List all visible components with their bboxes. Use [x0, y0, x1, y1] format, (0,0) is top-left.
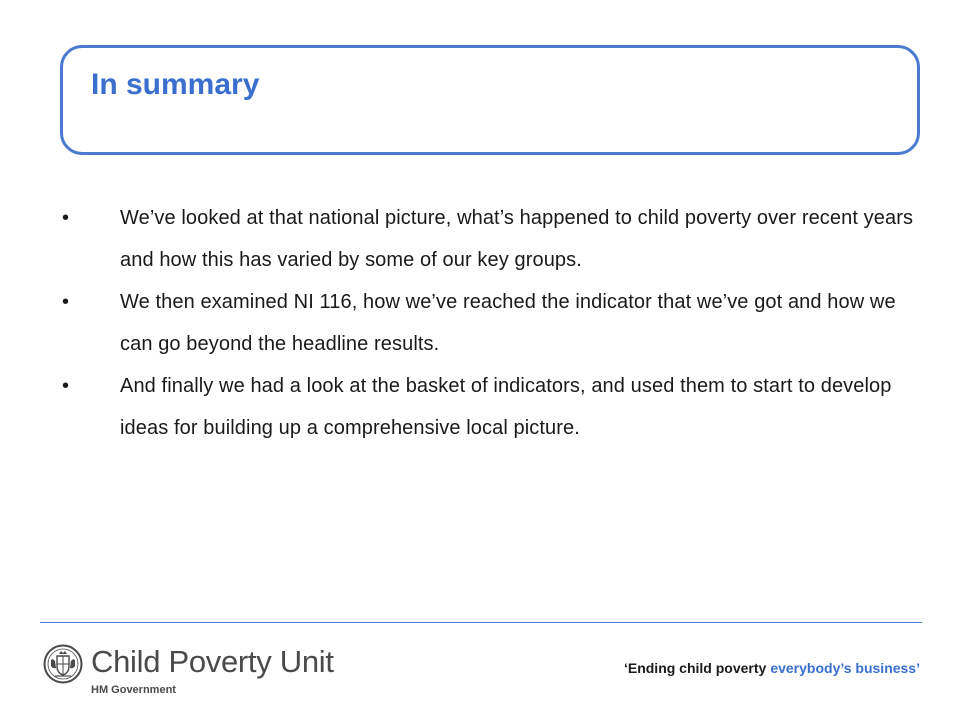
logo-subtitle: HM Government [91, 684, 176, 696]
child-poverty-unit-logo [43, 642, 363, 702]
bullet-text: We’ve looked at that national picture, what’s happened to child poverty over recent years and how this has varied by some of our key groups. [120, 207, 914, 271]
bullet-text: And finally we had a look at the basket of indicators, and used them to start to develop ideas for building up a comprehensive local picture. [120, 375, 892, 439]
bullet-list [62, 197, 932, 449]
tagline-part2: everybody’s business’ [770, 660, 920, 676]
bullet-marker: • [62, 375, 70, 397]
royal-crest-icon [43, 644, 83, 684]
title-box [60, 45, 920, 155]
tagline [624, 660, 920, 676]
bullet-item [62, 281, 932, 365]
bullet-marker: • [62, 291, 70, 313]
bullet-marker: • [62, 207, 70, 229]
slide-title: In summary [91, 68, 260, 101]
bullet-item [62, 365, 932, 449]
logo-name: Child Poverty Unit [91, 644, 334, 679]
bullet-text: We then examined NI 116, how we’ve reached the indicator that we’ve got and how we can go beyond the headline results. [120, 291, 896, 355]
footer-divider [40, 622, 922, 623]
bullet-item [62, 197, 932, 281]
tagline-part1: ‘Ending child poverty [623, 660, 767, 676]
